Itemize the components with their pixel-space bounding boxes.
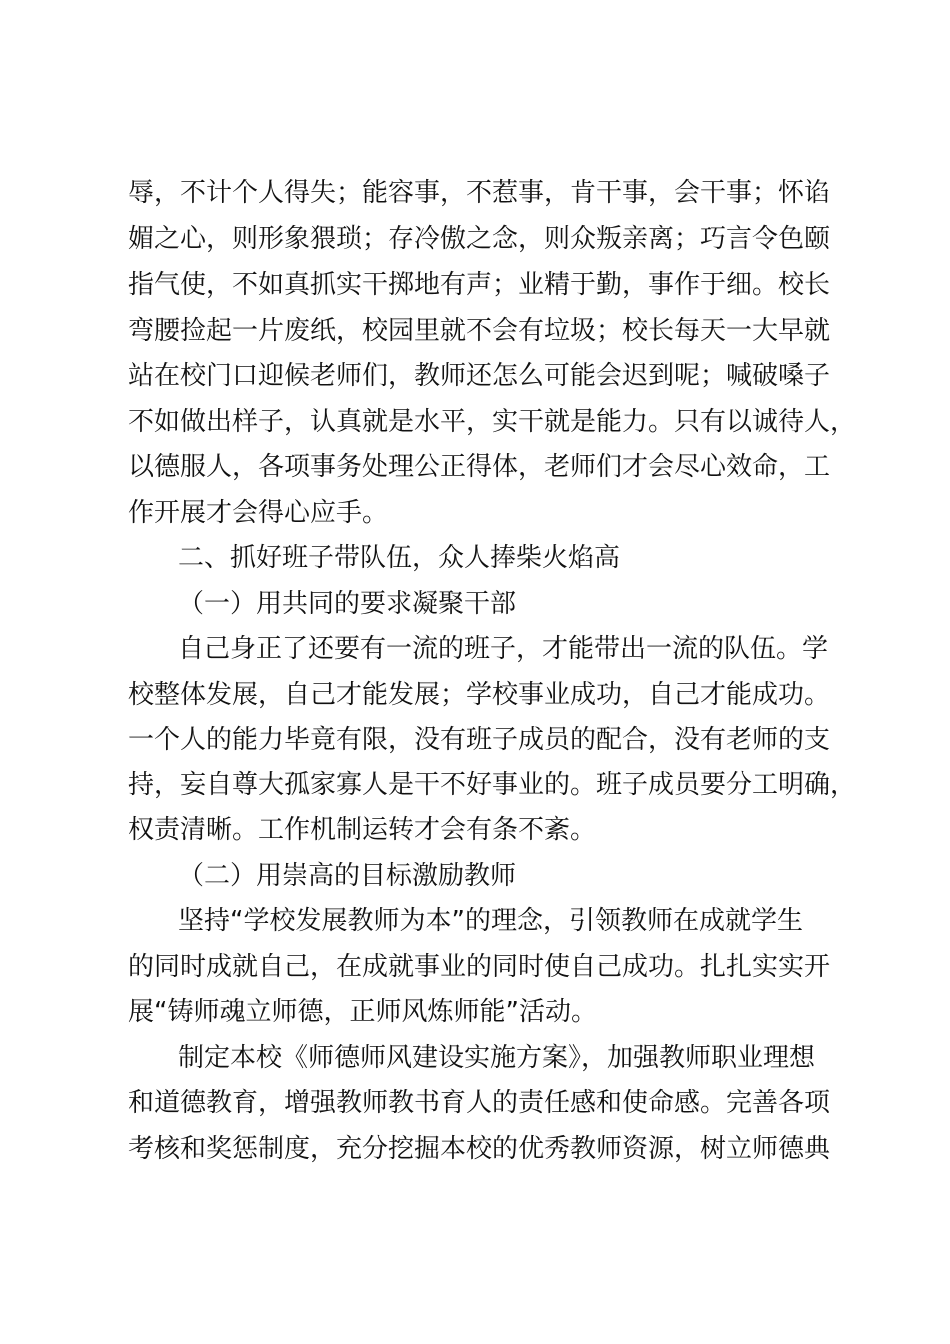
subsection-heading-2: （二）用崇高的目标激励教师: [178, 861, 517, 891]
text-line-11: 自己身正了还要有一流的班子，才能带出一流的队伍。学: [178, 634, 829, 664]
text-line-2: 媚之心，则形象猥琐；存冷傲之念，则众叛亲离；巧言令色颐: [128, 224, 831, 254]
text-line-1: 辱，不计个人得失；能容事，不惹事，肯干事，会干事；怀谄: [128, 178, 831, 208]
text-line-3: 指气使，不如真抓实干掷地有声；业精于勤，事作于细。校长: [128, 270, 831, 300]
text-line-5: 站在校门口迎候老师们，教师还怎么可能会迟到呢；喊破嗓子: [128, 361, 831, 391]
text-line-20: 制定本校《师德师风建设实施方案》，加强教师职业理想: [178, 1043, 816, 1073]
text-line-21: 和道德教育，增强教师教书育人的责任感和使命感。完善各项: [128, 1088, 831, 1118]
text-line-13: 一个人的能力毕竟有限，没有班子成员的配合，没有老师的支: [128, 725, 831, 755]
text-line-18: 的同时成就自己，在成就事业的同时使自己成功。扎扎实实开: [128, 952, 831, 982]
text-line-7: 以德服人，各项事务处理公正得体，老师们才会尽心效命，工: [128, 452, 831, 482]
text-line-22: 考核和奖惩制度，充分挖掘本校的优秀教师资源，树立师德典: [128, 1134, 831, 1164]
text-line-14: 持，妄自尊大孤家寡人是干不好事业的。班子成员要分工明确，: [128, 770, 857, 800]
text-line-15: 权责清晰。工作机制运转才会有条不紊。: [128, 815, 597, 845]
text-line-8: 作开展才会得心应手。: [128, 498, 389, 528]
text-line-12: 校整体发展，自己才能发展；学校事业成功，自己才能成功。: [128, 680, 831, 710]
text-line-6: 不如做出样子，认真就是水平，实干就是能力。只有以诚待人，: [128, 407, 857, 437]
text-line-4: 弯腰捡起一片废纸，校园里就不会有垃圾；校长每天一大早就: [128, 316, 831, 346]
section-heading-2: 二、抓好班子带队伍，众人捧柴火焰高: [178, 543, 621, 573]
subsection-heading-1: （一）用共同的要求凝聚干部: [178, 589, 517, 619]
text-line-17: 坚持“学校发展教师为本”的理念，引领教师在成就学生: [178, 906, 803, 936]
text-line-19: 展“铸师魂立师德，正师风炼师能”活动。: [128, 997, 597, 1027]
